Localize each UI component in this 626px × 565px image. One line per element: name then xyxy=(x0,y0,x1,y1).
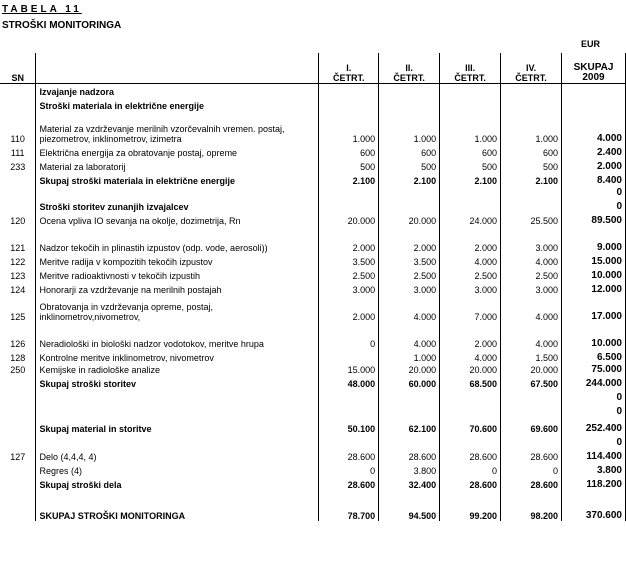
row-q1: 600 xyxy=(319,144,379,158)
row-q3: 600 xyxy=(440,144,501,158)
row-description: Skupaj stroški dela xyxy=(36,476,319,490)
row-q4: 2.100 xyxy=(501,172,562,186)
row-q1 xyxy=(319,490,379,504)
row-sn xyxy=(0,186,36,198)
row-sn: 124 xyxy=(0,281,36,295)
row-sn: 233 xyxy=(0,158,36,172)
row-q2: 94.500 xyxy=(379,504,440,521)
table-row xyxy=(0,212,626,226)
row-description: Ocena vpliva IO sevanja na okolje, dozimetrija, Rn xyxy=(36,212,319,226)
header-total xyxy=(562,53,626,83)
row-description: Obratovanja in vzdrževanja opreme, postaj, inklinometrov,nivometrov, xyxy=(36,295,319,322)
row-total: 118.200 xyxy=(562,476,626,490)
row-sn: 120 xyxy=(0,212,36,226)
row-description: Neradiološki in biološki nadzor vodotokov, meritve hrupa xyxy=(36,322,319,349)
header-q2 xyxy=(379,53,440,83)
row-q4: 1.500 xyxy=(501,349,562,363)
table-row xyxy=(0,476,626,490)
row-q2: 3.000 xyxy=(379,281,440,295)
row-total: 75.000 xyxy=(562,363,626,375)
row-q2: 4.000 xyxy=(379,295,440,322)
row-description: Električna energija za obratovanje postaj, opreme xyxy=(36,144,319,158)
row-sn xyxy=(0,490,36,504)
row-q4: 0 xyxy=(501,462,562,476)
row-description: Nadzor tekočih in plinastih izpustov (odp. vode, aerosoli)) xyxy=(36,226,319,253)
row-description: Kemijske in radiološke analize xyxy=(36,363,319,375)
row-description xyxy=(36,434,319,448)
row-q4 xyxy=(501,389,562,403)
row-q1: 28.600 xyxy=(319,476,379,490)
row-q2 xyxy=(379,186,440,198)
row-q4: 20.000 xyxy=(501,363,562,375)
row-q1 xyxy=(319,97,379,111)
row-total: 0 xyxy=(562,403,626,417)
row-total xyxy=(562,83,626,97)
row-q3: 2.000 xyxy=(440,322,501,349)
row-q4: 28.600 xyxy=(501,448,562,462)
row-q1: 2.100 xyxy=(319,172,379,186)
row-total: 0 xyxy=(562,434,626,448)
row-q2 xyxy=(379,490,440,504)
row-q1: 78.700 xyxy=(319,504,379,521)
row-total: 2.400 xyxy=(562,144,626,158)
row-sn: 127 xyxy=(0,448,36,462)
row-q4: 4.000 xyxy=(501,295,562,322)
row-total: 89.500 xyxy=(562,212,626,226)
row-total: 10.000 xyxy=(562,322,626,349)
table-row xyxy=(0,434,626,448)
row-total xyxy=(562,97,626,111)
row-description: Kontrolne meritve inklinometrov, nivometrov xyxy=(36,349,319,363)
row-q4: 69.600 xyxy=(501,417,562,434)
row-total: 4.000 xyxy=(562,111,626,144)
row-q1 xyxy=(319,434,379,448)
row-q3 xyxy=(440,490,501,504)
row-q2: 20.000 xyxy=(379,212,440,226)
row-q2 xyxy=(379,389,440,403)
row-q4: 3.000 xyxy=(501,281,562,295)
row-q4 xyxy=(501,83,562,97)
row-sn: 123 xyxy=(0,267,36,281)
table-row xyxy=(0,417,626,434)
row-sn xyxy=(0,462,36,476)
row-q3: 4.000 xyxy=(440,253,501,267)
row-sn xyxy=(0,403,36,417)
row-description: Delo (4,4,4, 4) xyxy=(36,448,319,462)
row-sn xyxy=(0,375,36,389)
row-q4: 67.500 xyxy=(501,375,562,389)
header-desc xyxy=(36,53,319,83)
table-number: TABELA 11 xyxy=(2,4,82,15)
table-row xyxy=(0,448,626,462)
row-total: 0 xyxy=(562,186,626,198)
row-sn xyxy=(0,417,36,434)
row-q3: 2.500 xyxy=(440,267,501,281)
header-line: I. xyxy=(346,62,352,73)
header-row xyxy=(0,53,626,83)
header-line: II. xyxy=(405,62,413,73)
row-sn: 111 xyxy=(0,144,36,158)
row-q1: 20.000 xyxy=(319,212,379,226)
row-q3: 0 xyxy=(440,462,501,476)
row-q2: 3.500 xyxy=(379,253,440,267)
row-q4: 25.500 xyxy=(501,212,562,226)
row-total: 114.400 xyxy=(562,448,626,462)
row-q4 xyxy=(501,490,562,504)
row-total: 3.800 xyxy=(562,462,626,476)
header-q3 xyxy=(440,53,501,83)
row-q3: 20.000 xyxy=(440,363,501,375)
table-row xyxy=(0,322,626,349)
row-description xyxy=(36,389,319,403)
row-description: Meritve radioaktivnosti v tekočih izpustih xyxy=(36,267,319,281)
row-total: 8.400 xyxy=(562,172,626,186)
row-q4 xyxy=(501,198,562,212)
row-q2: 600 xyxy=(379,144,440,158)
header-line: III. xyxy=(465,62,476,73)
row-sn: 110 xyxy=(0,111,36,144)
row-q1: 50.100 xyxy=(319,417,379,434)
table-row xyxy=(0,462,626,476)
row-sn: 125 xyxy=(0,295,36,322)
row-total: 6.500 xyxy=(562,349,626,363)
table-row xyxy=(0,226,626,253)
table-row xyxy=(0,403,626,417)
row-q2: 2.500 xyxy=(379,267,440,281)
row-total: 370.600 xyxy=(562,504,626,521)
table-row xyxy=(0,253,626,267)
row-description xyxy=(36,490,319,504)
row-q1: 15.000 xyxy=(319,363,379,375)
row-q4: 28.600 xyxy=(501,476,562,490)
row-description: Meritve radija v kompozitih tekočih izpustov xyxy=(36,253,319,267)
row-sn xyxy=(0,434,36,448)
row-q3: 500 xyxy=(440,158,501,172)
row-total: 10.000 xyxy=(562,267,626,281)
row-description: Izvajanje nadzora xyxy=(36,83,319,97)
row-q3: 68.500 xyxy=(440,375,501,389)
row-q2: 60.000 xyxy=(379,375,440,389)
row-q2: 32.400 xyxy=(379,476,440,490)
row-description: SKUPAJ STROŠKI MONITORINGA xyxy=(36,504,319,521)
row-q1 xyxy=(319,349,379,363)
row-q4: 500 xyxy=(501,158,562,172)
table-row xyxy=(0,83,626,97)
row-q2: 2.100 xyxy=(379,172,440,186)
row-q2: 500 xyxy=(379,158,440,172)
row-description: Stroški materiala in električne energije xyxy=(36,97,319,111)
table-row xyxy=(0,281,626,295)
row-q2 xyxy=(379,97,440,111)
row-q3: 3.000 xyxy=(440,281,501,295)
row-description xyxy=(36,403,319,417)
row-q2: 28.600 xyxy=(379,448,440,462)
row-q4 xyxy=(501,97,562,111)
row-sn xyxy=(0,476,36,490)
row-description: Material za vzdrževanje merilnih vzorčevalnih vremen. postaj, piezometrov, inklinometrov, izimetra xyxy=(36,111,319,144)
row-q1: 3.000 xyxy=(319,281,379,295)
row-description: Honorarji za vzdrževanje na merilnih postajah xyxy=(36,281,319,295)
row-q3 xyxy=(440,198,501,212)
row-q4: 3.000 xyxy=(501,226,562,253)
row-q3 xyxy=(440,83,501,97)
row-q4: 2.500 xyxy=(501,267,562,281)
row-q1: 2.000 xyxy=(319,226,379,253)
row-q3 xyxy=(440,403,501,417)
row-q3 xyxy=(440,97,501,111)
table-row xyxy=(0,198,626,212)
row-total: 15.000 xyxy=(562,253,626,267)
row-sn xyxy=(0,97,36,111)
row-q3: 2.100 xyxy=(440,172,501,186)
row-total: 9.000 xyxy=(562,226,626,253)
header-line: SKUPAJ xyxy=(573,61,614,73)
row-q1: 0 xyxy=(319,322,379,349)
header-line: ČETRT. xyxy=(393,72,425,83)
row-q4: 4.000 xyxy=(501,253,562,267)
row-q1: 48.000 xyxy=(319,375,379,389)
table-row xyxy=(0,295,626,322)
currency-label: EUR xyxy=(581,39,601,49)
header-line: ČETRT. xyxy=(332,72,365,83)
row-total: 0 xyxy=(562,198,626,212)
row-q1 xyxy=(319,198,379,212)
row-sn xyxy=(0,389,36,403)
table-row xyxy=(0,267,626,281)
row-q3: 2.000 xyxy=(440,226,501,253)
row-q1: 3.500 xyxy=(319,253,379,267)
header-sn: SN xyxy=(0,53,36,83)
row-q4 xyxy=(501,186,562,198)
row-q4: 1.000 xyxy=(501,111,562,144)
row-q2 xyxy=(379,83,440,97)
row-description: Skupaj stroški storitev xyxy=(36,375,319,389)
row-sn xyxy=(0,83,36,97)
row-q1: 28.600 xyxy=(319,448,379,462)
row-q3: 28.600 xyxy=(440,448,501,462)
row-q1 xyxy=(319,403,379,417)
row-q2: 1.000 xyxy=(379,111,440,144)
row-q3 xyxy=(440,186,501,198)
row-total: 244.000 xyxy=(562,375,626,389)
row-description: Material za laboratorij xyxy=(36,158,319,172)
row-q3: 4.000 xyxy=(440,349,501,363)
row-description: Stroški storitev zunanjih izvajalcev xyxy=(36,198,319,212)
row-q1: 0 xyxy=(319,462,379,476)
row-total xyxy=(562,490,626,504)
row-q1: 500 xyxy=(319,158,379,172)
row-sn: 126 xyxy=(0,322,36,349)
table-row xyxy=(0,349,626,363)
row-q4 xyxy=(501,403,562,417)
table-row xyxy=(0,144,626,158)
table-title: STROŠKI MONITORINGA xyxy=(2,20,122,31)
header-line: ČETRT. xyxy=(515,72,547,83)
row-description: Skupaj stroški materiala in električne energije xyxy=(36,172,319,186)
row-q1 xyxy=(319,186,379,198)
row-sn: 128 xyxy=(0,349,36,363)
row-description xyxy=(36,186,319,198)
header-q1 xyxy=(319,53,379,83)
table-row xyxy=(0,375,626,389)
row-q2: 4.000 xyxy=(379,322,440,349)
row-q1: 2.000 xyxy=(319,295,379,322)
row-description: Regres (4) xyxy=(36,462,319,476)
row-q4: 4.000 xyxy=(501,322,562,349)
table-row xyxy=(0,504,626,521)
row-description: Skupaj material in storitve xyxy=(36,417,319,434)
row-sn: 122 xyxy=(0,253,36,267)
row-sn: 250 xyxy=(0,363,36,375)
row-sn xyxy=(0,172,36,186)
row-total: 12.000 xyxy=(562,281,626,295)
row-q1: 1.000 xyxy=(319,111,379,144)
row-sn: 121 xyxy=(0,226,36,253)
table-row xyxy=(0,363,626,375)
row-q3: 70.600 xyxy=(440,417,501,434)
row-q2: 3.800 xyxy=(379,462,440,476)
row-q4: 98.200 xyxy=(501,504,562,521)
cost-table xyxy=(0,53,626,521)
table-row xyxy=(0,97,626,111)
row-q2: 62.100 xyxy=(379,417,440,434)
header-line: ČETRT. xyxy=(454,72,486,83)
row-total: 252.400 xyxy=(562,417,626,434)
row-q2: 1.000 xyxy=(379,349,440,363)
row-q2 xyxy=(379,434,440,448)
row-q3 xyxy=(440,434,501,448)
row-q3 xyxy=(440,389,501,403)
table-row xyxy=(0,111,626,144)
row-sn xyxy=(0,504,36,521)
row-total: 17.000 xyxy=(562,295,626,322)
row-q2: 2.000 xyxy=(379,226,440,253)
row-q1 xyxy=(319,83,379,97)
row-q3: 99.200 xyxy=(440,504,501,521)
row-q3: 1.000 xyxy=(440,111,501,144)
header-line: 2009 xyxy=(582,71,605,83)
row-q3: 28.600 xyxy=(440,476,501,490)
header-line: IV. xyxy=(525,62,537,73)
row-q2 xyxy=(379,198,440,212)
row-q3: 7.000 xyxy=(440,295,501,322)
table-row xyxy=(0,172,626,186)
row-sn xyxy=(0,198,36,212)
row-q4 xyxy=(501,434,562,448)
table-row xyxy=(0,158,626,172)
row-q4: 600 xyxy=(501,144,562,158)
table-row xyxy=(0,186,626,198)
row-total: 0 xyxy=(562,389,626,403)
row-total: 2.000 xyxy=(562,158,626,172)
header-q4 xyxy=(501,53,562,83)
row-q2 xyxy=(379,403,440,417)
row-q1: 2.500 xyxy=(319,267,379,281)
row-q3: 24.000 xyxy=(440,212,501,226)
row-q1 xyxy=(319,389,379,403)
row-q2: 20.000 xyxy=(379,363,440,375)
table-row xyxy=(0,389,626,403)
table-row xyxy=(0,490,626,504)
